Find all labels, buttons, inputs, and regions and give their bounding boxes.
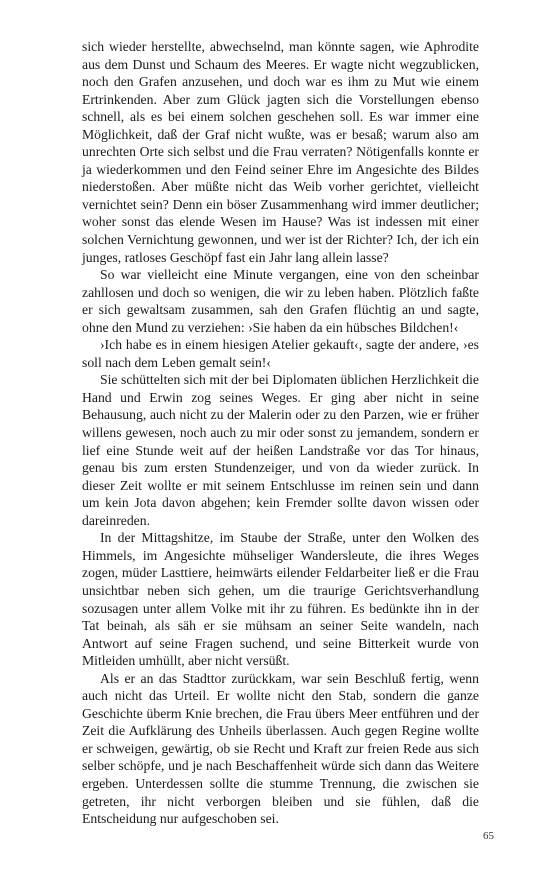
page-number: 65	[483, 830, 494, 842]
paragraph: So war vielleicht eine Minute vergangen, eine von den scheinbar zahllosen und doch so wenigen, die wir zu leben haben. Plötzlich faßte er sich gewaltsam zusammen, sah den Grafen flüchtig an und sagte, ohne den Mund zu verziehen: ›Sie haben da ein hübsches Bildchen!‹	[82, 267, 479, 335]
paragraph: sich wieder herstellte, abwechselnd, man könnte sagen, wie Aphrodite aus dem Dunst und Schaum des Meeres. Er wagte nicht wegzublicken, noch den Grafen anzusehen, und doch war es ihm zu Mut wie einem Ertrinkenden. Aber zum Glück jagten sich die Vorstellungen ebenso schnell, als es bei einem solchen geschehen soll. Es war immer eine Möglichkeit, daß der Graf nicht wußte, was er besaß; warum also am unrechten Orte sich selbst und die Frau verraten? Nötigenfalls konnte er ja wiederkommen und den Feind seiner Ehre im Angesichte des Bildes niederstoßen. Aber müßte nicht das Weib vorher gerichtet, vielleicht vernichtet sein? Denn ein böser Zusammenhang wird immer deutlicher; woher sonst das elende Wesen im Hause? Was ist indessen mit einer solchen Vernichtung gewonnen, und wer ist der Richter? Ich, der ich ein junges, ratloses Geschöpf fast ein Jahr lang allein lasse?	[82, 39, 479, 265]
paragraph: ›Ich habe es in einem hiesigen Atelier gekauft‹, sagte der andere, ›es soll nach dem Leben gemalt sein!‹	[82, 337, 479, 370]
paragraph: Sie schüttelten sich mit der bei Diplomaten üblichen Herzlichkeit die Hand und Erwin zog seines Weges. Er ging aber nicht in seine Behausung, auch nicht zu der Malerin oder zu den Parzen, wie er früher willens gewesen, noch auch zu mir oder sonst zu jemandem, sondern er lief eine Stunde weit auf der heißen Landstraße vor das Tor hinaus, genau bis zum ersten Stundenzeiger, und von da wieder zurück. In dieser Zeit wollte er mit seinem Entschlusse im reinen sein und dann um kein Jota davon abgehen; kein Fremder sollte davon wissen oder dareinreden.	[82, 372, 479, 528]
page-body-text	[82, 38, 479, 828]
paragraph: In der Mittagshitze, im Staube der Straße, unter den Wolken des Himmels, im Angesichte mühseliger Wandersleute, die ihres Weges zogen, müder Lasttiere, heimwärts eilender Feldarbeiter ließ er die Frau unsichtbar neben sich gehen, um die traurige Gerichtsverhandlung sozusagen unter allem Volke mit ihr zu führen. Es bedünkte ihn in der Tat beinah, als säh er sie mühsam an seiner Seite wandeln, nach Antwort auf seine Fragen suchend, und seine Bitterkeit wurde von Mitleiden umhüllt, aber nicht versüßt.	[82, 530, 479, 669]
paragraph: Als er an das Stadttor zurückkam, war sein Beschluß fertig, wenn auch nicht das Urteil. Er wollte nicht den Stab, sondern die ganze Geschichte überm Knie brechen, die Frau übers Meer entführen und der Zeit die Aufklärung des Unheils überlassen. Auch gegen Regine wollte er schweigen, gewärtig, ob sie Recht und Kraft zur freien Rede aus sich selber schöpfe, und je nach Beschaffenheit würde sich dann das Weitere ergeben. Unterdessen sollte die stumme Trennung, die zwischen sie getreten, ihr nicht verborgen bleiben und sie fühlen, daß die Entscheidung nur aufgeschoben sei.	[82, 670, 479, 827]
